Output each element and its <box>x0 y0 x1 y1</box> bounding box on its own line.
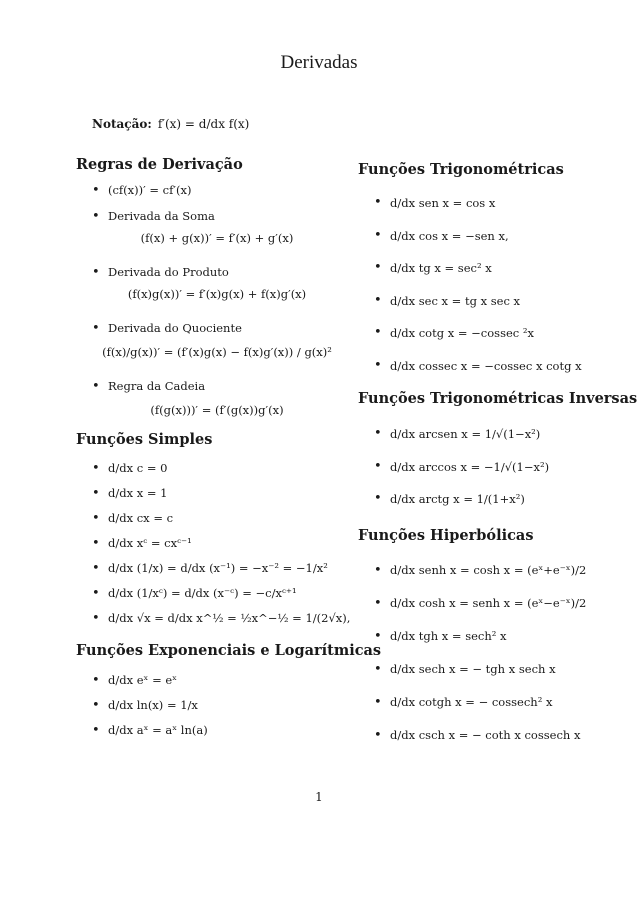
list-item: • d/dx cosh x = senh x = (eˣ−e⁻ˣ)/2 <box>374 587 624 620</box>
list-item: • (cf(x))′ = cf′(x) <box>92 183 342 197</box>
list-item: • d/dx tgh x = sech² x <box>374 620 624 653</box>
formula-produto: (f(x)g(x))′ = f′(x)g(x) + f(x)g′(x) <box>127 287 307 301</box>
formula-cadeia: (f(g(x)))′ = (f′(g(x))g′(x) <box>150 403 284 417</box>
list-item: • Derivada da Soma <box>92 209 342 223</box>
list-trig-inv <box>374 418 624 516</box>
heading-trig-inv: Funções Trigonométricas Inversas <box>358 390 638 407</box>
notation-label: Notação: <box>92 117 152 131</box>
list-item: • d/dx arccos x = −1/√(1−x²) <box>374 451 624 484</box>
list-exponenciais <box>92 668 342 743</box>
list-item: • Regra da Cadeia <box>92 379 342 393</box>
list-item: • d/dx cos x = −sen x, <box>374 220 624 253</box>
heading-exponenciais: Funções Exponenciais e Logarítmicas <box>76 642 382 659</box>
list-item: • d/dx sech x = − tgh x sech x <box>374 653 624 686</box>
heading-regras: Regras de Derivação <box>76 156 243 173</box>
list-item: • d/dx tg x = sec² x <box>374 252 624 285</box>
notation-line <box>92 117 249 131</box>
list-regras <box>92 183 342 425</box>
heading-hiper: Funções Hiperbólicas <box>358 527 534 544</box>
list-item: • d/dx sen x = cos x <box>374 187 624 220</box>
list-item: • d/dx eˣ = eˣ <box>92 668 342 693</box>
heading-simples: Funções Simples <box>76 431 213 448</box>
list-item: • d/dx sec x = tg x sec x <box>374 285 624 318</box>
list-item: • d/dx senh x = cosh x = (eˣ+e⁻ˣ)/2 <box>374 554 624 587</box>
list-item: • d/dx √x = d/dx x^½ = ½x^−½ = 1/(2√x), <box>92 606 342 631</box>
notation-formula: f′(x) = d/dx f(x) <box>157 117 250 131</box>
list-item: • d/dx cx = c <box>92 506 342 531</box>
list-item: • d/dx cotgh x = − cossech² x <box>374 686 624 719</box>
heading-trig: Funções Trigonométricas <box>358 161 564 178</box>
list-item: • Derivada do Produto <box>92 265 342 279</box>
list-item: • d/dx xᶜ = cxᶜ⁻¹ <box>92 531 342 556</box>
formula-soma: (f(x) + g(x))′ = f′(x) + g′(x) <box>140 231 294 245</box>
list-item: • d/dx arcsen x = 1/√(1−x²) <box>374 418 624 451</box>
list-item: • d/dx csch x = − coth x cossech x <box>374 719 624 752</box>
list-trig <box>374 187 624 382</box>
page-number: 1 <box>315 790 323 804</box>
list-item: • d/dx aˣ = aˣ ln(a) <box>92 718 342 743</box>
list-hiper <box>374 554 624 752</box>
formula-quociente: (f(x)/g(x))′ = (f′(x)g(x) − f(x)g′(x)) / g(x)² <box>102 345 332 359</box>
list-item: • d/dx cotg x = −cossec ²x <box>374 317 624 350</box>
list-item: • d/dx cossec x = −cossec x cotg x <box>374 350 624 383</box>
list-item: • d/dx c = 0 <box>92 456 342 481</box>
page-title: Derivadas <box>280 52 358 73</box>
list-item: • d/dx arctg x = 1/(1+x²) <box>374 483 624 516</box>
list-item: • d/dx x = 1 <box>92 481 342 506</box>
list-simples <box>92 456 351 631</box>
list-item: • d/dx ln(x) = 1/x <box>92 693 342 718</box>
list-item: • d/dx (1/xᶜ) = d/dx (x⁻ᶜ) = −c/xᶜ⁺¹ <box>92 581 342 606</box>
list-item: • Derivada do Quociente <box>92 321 342 335</box>
list-item: • d/dx (1/x) = d/dx (x⁻¹) = −x⁻² = −1/x² <box>92 556 342 581</box>
